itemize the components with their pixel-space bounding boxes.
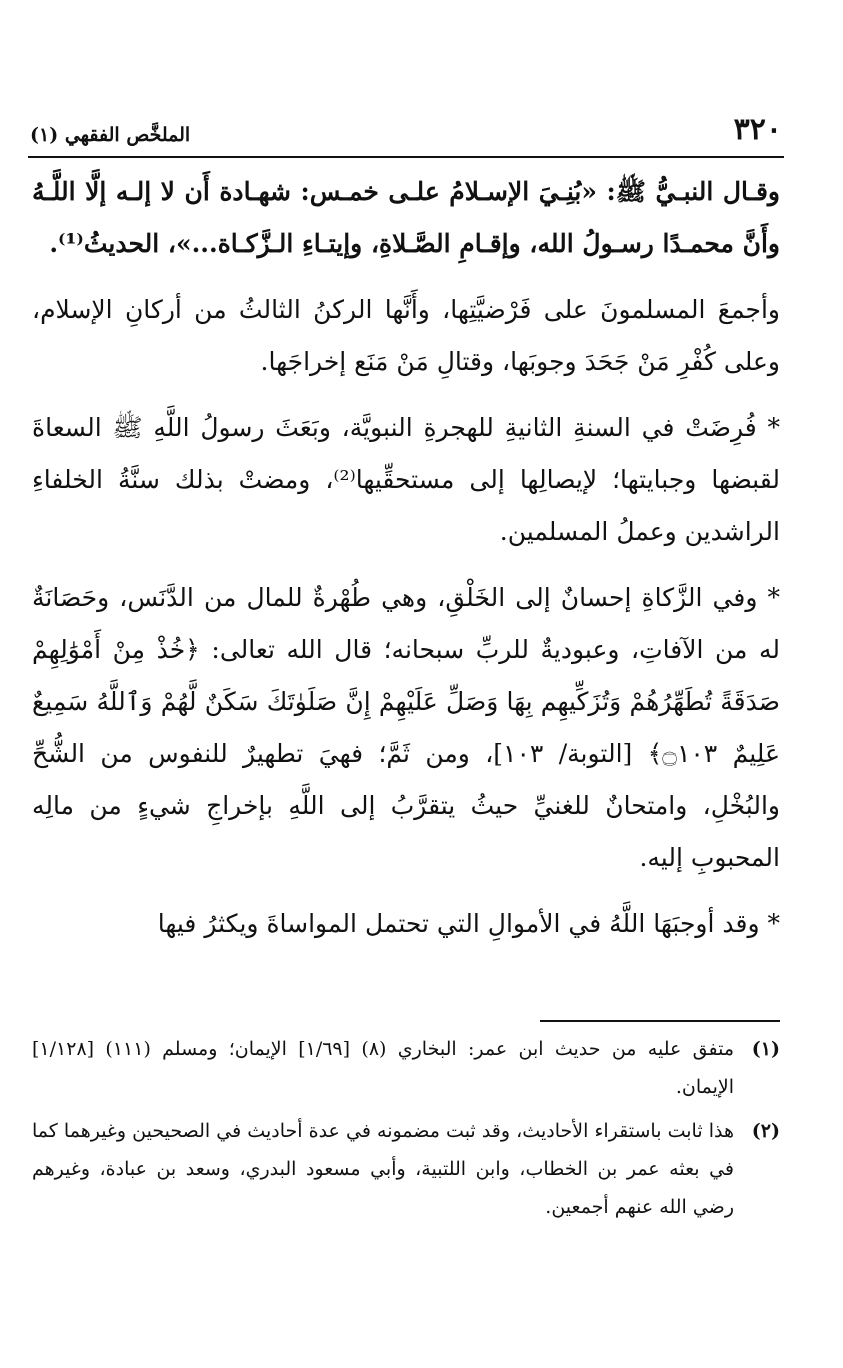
- page-number: ٣٢٠: [733, 112, 782, 147]
- paragraph-benefits: * وفي الزَّكاةِ إحسانٌ إلى الخَلْقِ، وهي طُهْرةٌ للمال من الدَّنَس، وحَصَانَةٌ له من الآفاتِ، وعبوديةٌ للربِّ سبحانه؛ قال الله تعالى: ﴿خُذْ مِنْ أَمْوَٰلِهِمْ صَدَقَةً تُطَهِّرُهُمْ وَتُزَكِّيهِم بِهَا وَصَلِّ عَلَيْهِمْ إِنَّ صَلَوٰتَكَ سَكَنٌ لَّهُمْ وَٱللَّهُ سَمِيعٌ عَلِيمٌ ۝١٠٣﴾ [التوبة/ ١٠٣]، ومن ثَمَّ؛ فهيَ تطهيرٌ للنفوس من الشُّحِّ والبُخْلِ، وامتحانٌ للغنيِّ حيثُ يتقرَّبُ إلى اللَّهِ بإخراجِ شيءٍ من مالِه المحبوبِ إليه.: [32, 583, 780, 872]
- paragraph-consensus: وأجمعَ المسلمونَ على فَرْضيَّتِها، وأَنَّها الركنُ الثالثُ من أركانِ الإسلام، وعلى كُفْرِ مَنْ جَحَدَ وجوبَها، وقتالِ مَنْ مَنَع إخراجَها.: [32, 295, 780, 376]
- footnote-text: متفق عليه من حديث ابن عمر: البخاري (٨) [١/٦٩] الإيمان؛ ومسلم (١١١) [١/١٢٨] الإيمان.: [32, 1038, 735, 1098]
- footnote-item: [32, 1030, 780, 1106]
- footnote-number: (٢): [751, 1120, 780, 1142]
- footnote-item: [32, 1112, 780, 1226]
- page-header: [30, 112, 782, 152]
- footnote-text: هذا ثابت باستقراء الأحاديث، وقد ثبت مضمونه في عدة أحاديث في الصحيحين وغيرهما كما في بعثه عمر بن الخطاب، وابن اللتبية، وأبي مسعود البدري، وسعد بن عبادة، وغيرهم رضي الله عنهم أجمعين.: [32, 1120, 734, 1218]
- running-head-title: الملخَّص الفقهي (١): [30, 124, 191, 146]
- footnote-number: (١): [751, 1038, 780, 1060]
- paragraph-wealth: * وقد أوجبَهَا اللَّهُ في الأموالِ التي تحتمل المواساةَ ويكثرُ فيها: [157, 909, 780, 938]
- footnotes: [32, 1030, 780, 1232]
- main-text: [32, 166, 780, 964]
- paragraph-hadith: وقـال النبـيُّ ﷺ: «بُنِـيَ الإسـلامُ علـى خمـس: شهـادة أَن لا إلـه إلَّا اللَّـهُ وأَنَّ محمـدًا رسـولُ الله، وإقـامِ الصَّـلاةِ، وإيتـاءِ الـزَّكـاة...»، الحديثُ⁽¹⁾.: [32, 177, 780, 258]
- header-divider: [28, 156, 784, 158]
- footnote-divider: [540, 1020, 780, 1022]
- paragraph-obligation: * فُرِضَتْ في السنةِ الثانيةِ للهجرةِ النبويَّة، وبَعَثَ رسولُ اللَّهِ ﷺ السعاةَ لقبضها وجبايتها؛ لإيصالِها إلى مستحقِّيها⁽²⁾، ومضتْ بذلك سنَّةُ الخلفاءِ الراشدين وعملُ المسلمين.: [32, 413, 780, 546]
